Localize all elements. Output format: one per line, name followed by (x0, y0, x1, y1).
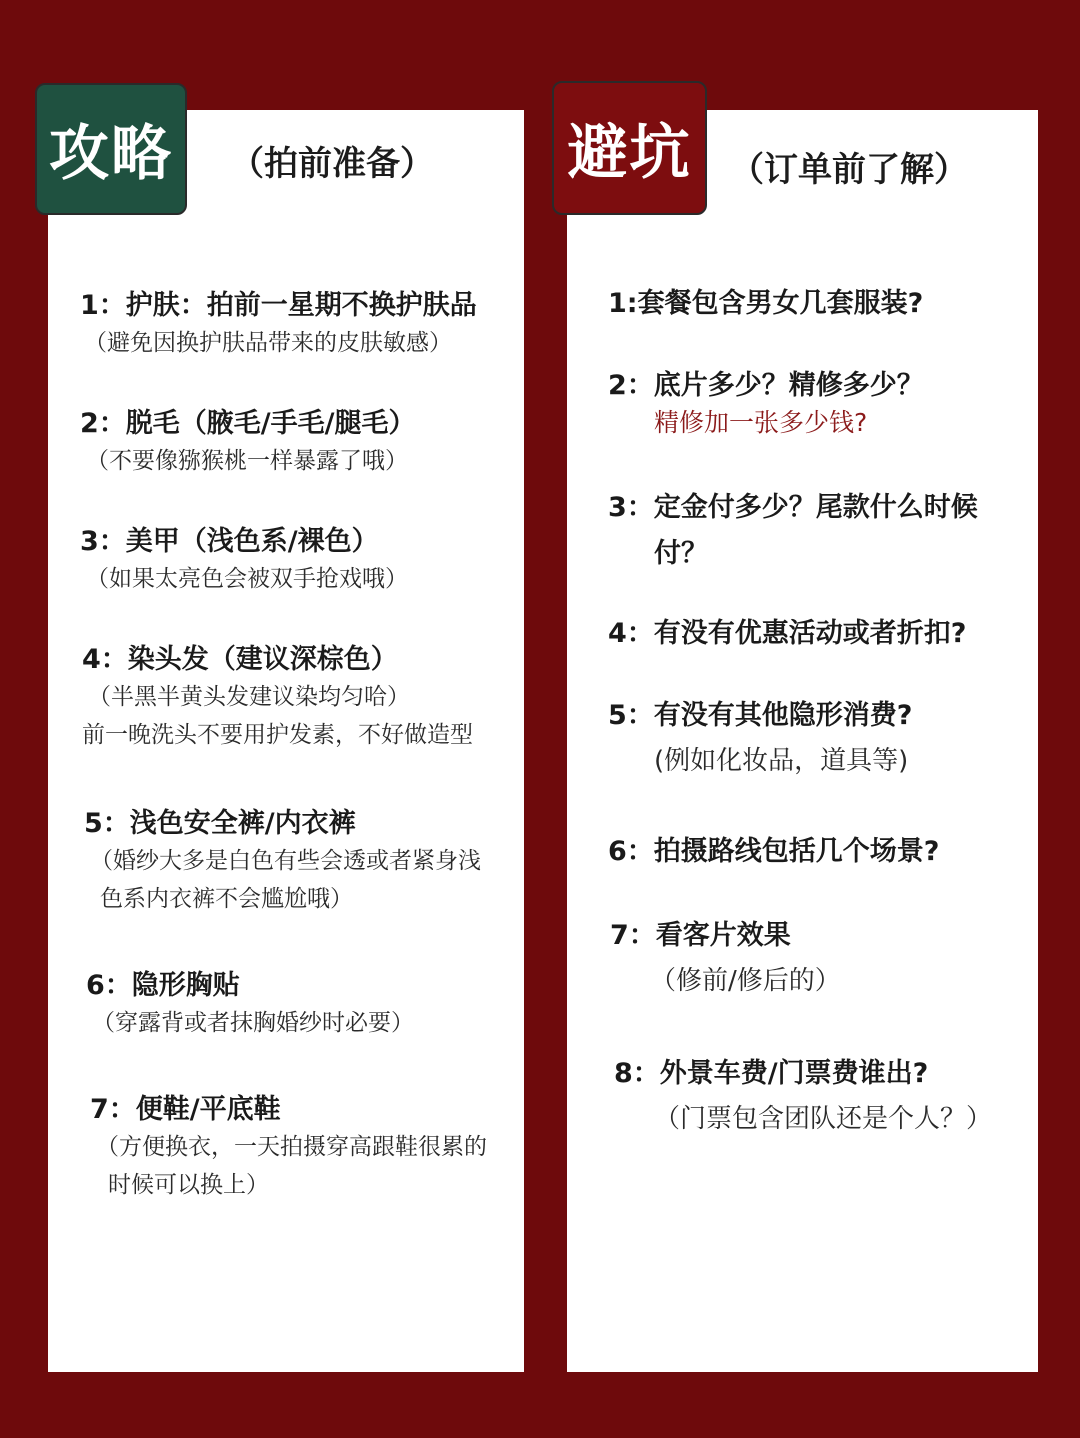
left-item-4 (82, 642, 473, 754)
left-item-3-note: （如果太亮色会被双手抢戏哦） (86, 566, 408, 592)
right-item-1-title: 1:套餐包含男女几套服装? (608, 288, 924, 319)
right-item-5 (608, 698, 912, 780)
left-item-1 (80, 288, 477, 362)
right-item-1 (608, 286, 923, 322)
right-item-3 (608, 490, 978, 572)
right-item-5-note: (例如化妆品，道具等) (654, 746, 909, 776)
right-item-7 (610, 918, 841, 1000)
left-item-5-title: 5：浅色安全裤/内衣裤 (84, 808, 356, 839)
left-item-1-note: （避免因换护肤品带来的皮肤敏感） (84, 330, 452, 356)
right-item-8-note: （门票包含团队还是个人？） (654, 1104, 993, 1134)
left-item-2 (80, 406, 416, 480)
right-item-5-title: 5：有没有其他隐形消费? (608, 700, 913, 731)
left-item-3-title: 3：美甲（浅色系/裸色） (80, 526, 379, 557)
right-item-4-title: 4：有没有优惠活动或者折扣? (608, 618, 967, 649)
right-item-6-title: 6：拍摄路线包括几个场景? (608, 836, 940, 867)
right-item-2-title: 2：底片多少？精修多少？ (608, 370, 924, 401)
left-subtitle: （拍前准备） (230, 144, 434, 184)
left-item-7-title: 7：便鞋/平底鞋 (90, 1094, 281, 1125)
right-item-3-title: 3：定金付多少？尾款什么时候 (608, 492, 978, 523)
left-item-4-note-2: 前一晚洗头不要用护发素，不好做造型 (82, 722, 473, 748)
left-item-6-title: 6：隐形胸贴 (86, 970, 240, 1001)
left-item-5-note-1: （婚纱大多是白色有些会透或者紧身浅 (90, 848, 481, 874)
left-item-5 (84, 806, 481, 918)
right-item-7-title: 7：看客片效果 (610, 920, 791, 951)
left-item-2-note: （不要像猕猴桃一样暴露了哦） (86, 448, 408, 474)
left-item-4-title: 4：染头发（建议深棕色） (82, 644, 398, 675)
left-item-7-note-2: 时候可以换上） (108, 1172, 269, 1198)
left-item-5-note-2: 色系内衣裤不会尴尬哦） (100, 886, 353, 912)
left-item-7-note-1: （方便换衣，一天拍摄穿高跟鞋很累的 (96, 1134, 487, 1160)
left-item-6 (86, 968, 414, 1042)
left-item-4-note-1: （半黑半黄头发建议染均匀哈） (88, 684, 410, 710)
left-item-3 (80, 524, 408, 598)
right-item-8 (614, 1056, 992, 1138)
left-item-6-note: （穿露背或者抹胸婚纱时必要） (92, 1010, 414, 1036)
pitfall-badge: 避坑 (552, 81, 707, 215)
right-item-2-note: 精修加一张多少钱? (654, 408, 868, 437)
left-item-7 (90, 1092, 487, 1204)
right-item-3-title-cont: 付？ (654, 538, 708, 569)
right-item-4 (608, 616, 966, 652)
left-item-2-title: 2：脱毛（腋毛/手毛/腿毛） (80, 408, 416, 439)
right-item-7-note: （修前/修后的） (650, 966, 841, 996)
right-item-2 (608, 368, 924, 442)
right-item-8-title: 8：外景车费/门票费谁出? (614, 1058, 929, 1089)
guide-badge: 攻略 (35, 83, 187, 215)
right-subtitle: （订单前了解） (730, 150, 968, 190)
right-item-6 (608, 834, 939, 870)
left-item-1-title: 1：护肤：拍前一星期不换护肤品 (80, 290, 477, 321)
